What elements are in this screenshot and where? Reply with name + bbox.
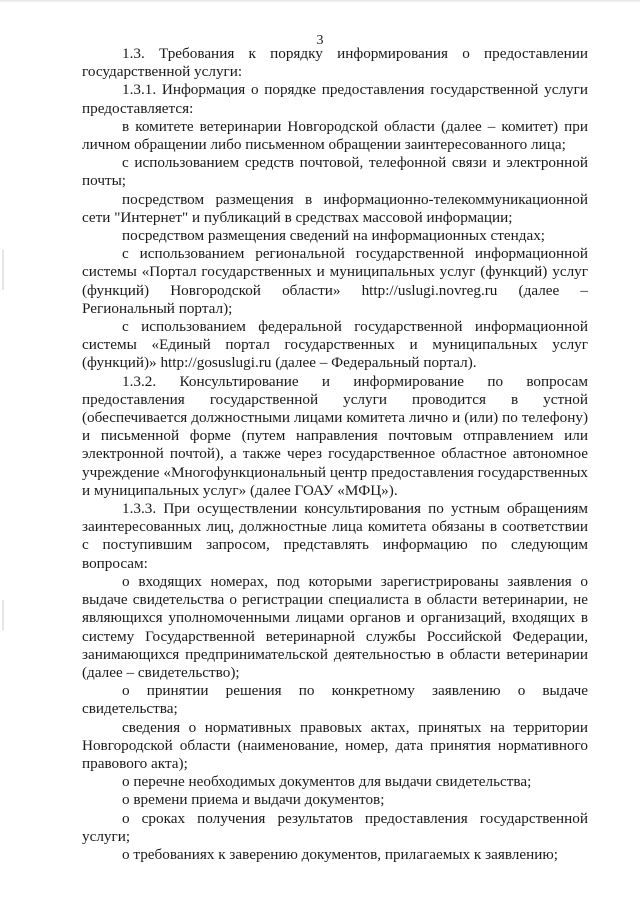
paragraph-federal-portal: с использованием федеральной государственной информационной системы «Единый портал государственных и муниципальных услуг (функций)» http://gosuslugi.ru (далее – Федеральный портал). xyxy=(82,318,588,372)
paragraph-regional-portal: с использованием региональной государственной информационной системы «Портал государственных и муниципальных услуг (функций) услуг (функций) Новгородской области» http://uslugi.novreg.ru (далее – Региональный портал); xyxy=(82,245,588,317)
paragraph-normative-acts: сведения о нормативных правовых актах, принятых на территории Новгородской области (наименование, номер, дата принятия нормативного правового акта); xyxy=(82,718,588,772)
margin-mark xyxy=(2,600,4,630)
paragraph-1-3: 1.3. Требования к порядку информирования о предоставлении государственной услуги: xyxy=(82,45,588,81)
paragraph-terms: о сроках получения результатов предоставления государственной услуги; xyxy=(82,809,588,845)
paragraph-documents-list: о перечне необходимых документов для выдачи свидетельства; xyxy=(122,773,532,791)
paragraph-committee: в комитете ветеринарии Новгородской области (далее – комитет) при личном обращении либо письменном обращении заинтересованного лица; xyxy=(82,117,588,154)
paragraph-1-3-2: 1.3.2. Консультирование и информирование по вопросам предоставления государственной услуги проводится в устной (обеспечивается должностными лицами комитета лично и (или) по телефону) и письменной форме (путем направления почтовым отправлением или электронной почтой), а также через государственное областное автономное учреждение «Многофункциональный центр предоставления государственных и муниципальных услуг» (далее ГОАУ «МФЦ»). xyxy=(82,372,588,499)
paragraph-incoming-numbers: о входящих номерах, под которыми зарегистрированы заявления о выдаче свидетельства о регистрации специалиста в области ветеринарии, не являющихся уполномоченными лицами органов и организаций, входящих в систему Государственной ветеринарной службы Российской Федерации, занимающихся предпринимательской деятельностью в области ветеринарии (далее – свидетельство); xyxy=(82,572,588,681)
paragraph-communication: с использованием средств почтовой, телефонной связи и электронной почты; xyxy=(82,154,588,190)
paragraph-1-3-1: 1.3.1. Информация о порядке предоставления государственной услуги предоставляется: xyxy=(82,81,588,117)
paragraph-certification: о требованиях к заверению документов, прилагаемых к заявлению; xyxy=(122,845,558,863)
paragraph-stands: посредством размещения сведений на информационных стендах; xyxy=(122,227,546,245)
paragraph-reception-time: о времени приема и выдачи документов; xyxy=(122,791,385,809)
document-body xyxy=(82,45,588,864)
page-number: 3 xyxy=(316,33,324,48)
paragraph-1-3-3: 1.3.3. При осуществлении консультирования по устным обращениям заинтересованных лиц, должностные лица комитета обязаны в соответствии с поступившим запросом, представлять информацию по следующим вопросам: xyxy=(82,500,588,572)
paragraph-decision: о принятии решения по конкретному заявлению о выдаче свидетельства; xyxy=(82,682,588,718)
paragraph-internet: посредством размещения в информационно-телекоммуникационной сети "Интернет" и публикаций в средствах массовой информации; xyxy=(82,190,588,226)
margin-mark xyxy=(2,250,4,290)
scan-edge xyxy=(0,0,640,3)
